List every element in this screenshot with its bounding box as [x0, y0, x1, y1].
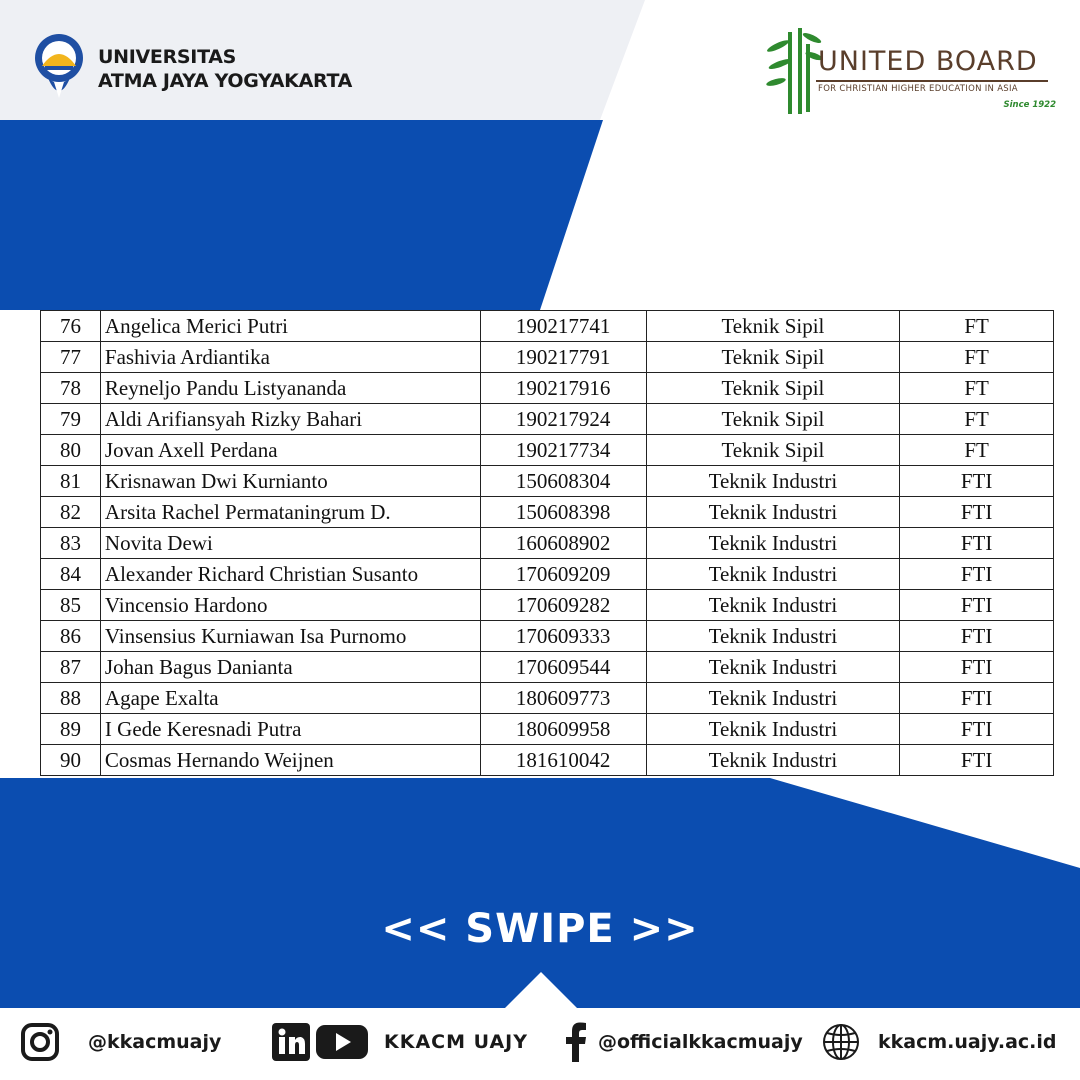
table-row	[41, 590, 1054, 621]
row-number-cell: 88	[41, 683, 101, 714]
instagram-icon	[20, 1022, 60, 1062]
student-npm-cell: 170609333	[480, 621, 646, 652]
study-program-cell: Teknik Sipil	[646, 404, 900, 435]
study-program-cell: Teknik Sipil	[646, 311, 900, 342]
faculty-cell: FTI	[900, 683, 1054, 714]
study-program-cell: Teknik Industri	[646, 466, 900, 497]
row-number-cell: 81	[41, 466, 101, 497]
faculty-cell: FTI	[900, 745, 1054, 776]
row-number-cell: 89	[41, 714, 101, 745]
student-npm-cell: 160608902	[480, 528, 646, 559]
table-row	[41, 404, 1054, 435]
footer-notch	[505, 972, 577, 1008]
website-url: kkacm.uajy.ac.id	[878, 1031, 1057, 1053]
student-name-cell: Novita Dewi	[100, 528, 480, 559]
faculty-cell: FT	[900, 342, 1054, 373]
table-row	[41, 714, 1054, 745]
student-name-cell: Agape Exalta	[100, 683, 480, 714]
faculty-cell: FT	[900, 435, 1054, 466]
faculty-cell: FTI	[900, 652, 1054, 683]
swipe-label: << SWIPE >>	[381, 906, 699, 952]
table-row	[41, 683, 1054, 714]
faculty-cell: FTI	[900, 559, 1054, 590]
study-program-cell: Teknik Industri	[646, 714, 900, 745]
study-program-cell: Teknik Industri	[646, 497, 900, 528]
student-npm-cell: 181610042	[480, 745, 646, 776]
row-number-cell: 78	[41, 373, 101, 404]
student-name-cell: Krisnawan Dwi Kurnianto	[100, 466, 480, 497]
student-npm-cell: 170609209	[480, 559, 646, 590]
faculty-cell: FT	[900, 311, 1054, 342]
facebook-link[interactable]	[566, 1022, 803, 1062]
study-program-cell: Teknik Sipil	[646, 435, 900, 466]
table-row	[41, 559, 1054, 590]
faculty-cell: FTI	[900, 590, 1054, 621]
faculty-cell: FTI	[900, 621, 1054, 652]
student-name-cell: Jovan Axell Perdana	[100, 435, 480, 466]
row-number-cell: 84	[41, 559, 101, 590]
facebook-icon	[566, 1022, 586, 1062]
student-name-cell: Aldi Arifiansyah Rizky Bahari	[100, 404, 480, 435]
university-emblem-icon	[30, 32, 88, 106]
row-number-cell: 83	[41, 528, 101, 559]
partner-logo	[766, 24, 1056, 124]
student-npm-cell: 190217791	[480, 342, 646, 373]
student-npm-cell: 150608304	[480, 466, 646, 497]
table-row	[41, 528, 1054, 559]
faculty-cell: FT	[900, 373, 1054, 404]
study-program-cell: Teknik Industri	[646, 745, 900, 776]
student-name-cell: I Gede Keresnadi Putra	[100, 714, 480, 745]
study-program-cell: Teknik Industri	[646, 652, 900, 683]
youtube-icon	[316, 1023, 368, 1061]
student-name-cell: Reyneljo Pandu Listyananda	[100, 373, 480, 404]
student-npm-cell: 190217741	[480, 311, 646, 342]
table-row	[41, 466, 1054, 497]
university-name-line1: UNIVERSITAS	[98, 46, 237, 68]
bamboo-icon	[766, 24, 822, 116]
table-row	[41, 652, 1054, 683]
partner-since: Since 1922	[1003, 100, 1056, 110]
study-program-cell: Teknik Industri	[646, 528, 900, 559]
student-name-cell: Arsita Rachel Permataningrum D.	[100, 497, 480, 528]
partner-subtitle: FOR CHRISTIAN HIGHER EDUCATION IN ASIA	[818, 84, 1018, 94]
instagram-link[interactable]	[20, 1022, 221, 1062]
student-npm-cell: 180609773	[480, 683, 646, 714]
study-program-cell: Teknik Sipil	[646, 342, 900, 373]
table-row	[41, 621, 1054, 652]
student-npm-cell: 190217734	[480, 435, 646, 466]
row-number-cell: 87	[41, 652, 101, 683]
study-program-cell: Teknik Industri	[646, 559, 900, 590]
university-logo	[30, 32, 352, 106]
row-number-cell: 76	[41, 311, 101, 342]
student-name-cell: Alexander Richard Christian Susanto	[100, 559, 480, 590]
study-program-cell: Teknik Industri	[646, 590, 900, 621]
student-name-cell: Fashivia Ardiantika	[100, 342, 480, 373]
table-row	[41, 435, 1054, 466]
student-npm-cell: 190217916	[480, 373, 646, 404]
row-number-cell: 80	[41, 435, 101, 466]
student-npm-cell: 170609282	[480, 590, 646, 621]
linkedin-youtube-link[interactable]	[272, 1022, 528, 1062]
table-row	[41, 311, 1054, 342]
partner-title: UNITED BOARD	[818, 46, 1038, 77]
globe-icon	[822, 1023, 860, 1061]
row-number-cell: 79	[41, 404, 101, 435]
student-name-cell: Johan Bagus Danianta	[100, 652, 480, 683]
instagram-handle: @kkacmuajy	[88, 1031, 222, 1053]
faculty-cell: FTI	[900, 497, 1054, 528]
faculty-cell: FTI	[900, 466, 1054, 497]
student-name-cell: Vinsensius Kurniawan Isa Purnomo	[100, 621, 480, 652]
student-npm-cell: 190217924	[480, 404, 646, 435]
faculty-cell: FTI	[900, 528, 1054, 559]
student-name-cell: Vincensio Hardono	[100, 590, 480, 621]
linkedin-icon	[272, 1023, 310, 1061]
student-npm-cell: 170609544	[480, 652, 646, 683]
faculty-cell: FT	[900, 404, 1054, 435]
table-row	[41, 497, 1054, 528]
student-table	[40, 310, 1054, 778]
university-name-line2: ATMA JAYA YOGYAKARTA	[98, 70, 353, 92]
study-program-cell: Teknik Industri	[646, 683, 900, 714]
faculty-cell: FTI	[900, 714, 1054, 745]
student-name-cell: Angelica Merici Putri	[100, 311, 480, 342]
row-number-cell: 77	[41, 342, 101, 373]
student-npm-cell: 150608398	[480, 497, 646, 528]
row-number-cell: 90	[41, 745, 101, 776]
row-number-cell: 86	[41, 621, 101, 652]
table-row	[41, 745, 1054, 776]
table-row	[41, 342, 1054, 373]
row-number-cell: 85	[41, 590, 101, 621]
partner-divider	[816, 80, 1048, 82]
student-npm-cell: 180609958	[480, 714, 646, 745]
linkedin-youtube-label: KKACM UAJY	[384, 1031, 528, 1053]
student-name-cell: Cosmas Hernando Weijnen	[100, 745, 480, 776]
study-program-cell: Teknik Sipil	[646, 373, 900, 404]
table-row	[41, 373, 1054, 404]
facebook-handle: @officialkkacmuajy	[598, 1031, 803, 1053]
row-number-cell: 82	[41, 497, 101, 528]
website-link[interactable]	[822, 1022, 1057, 1062]
study-program-cell: Teknik Industri	[646, 621, 900, 652]
